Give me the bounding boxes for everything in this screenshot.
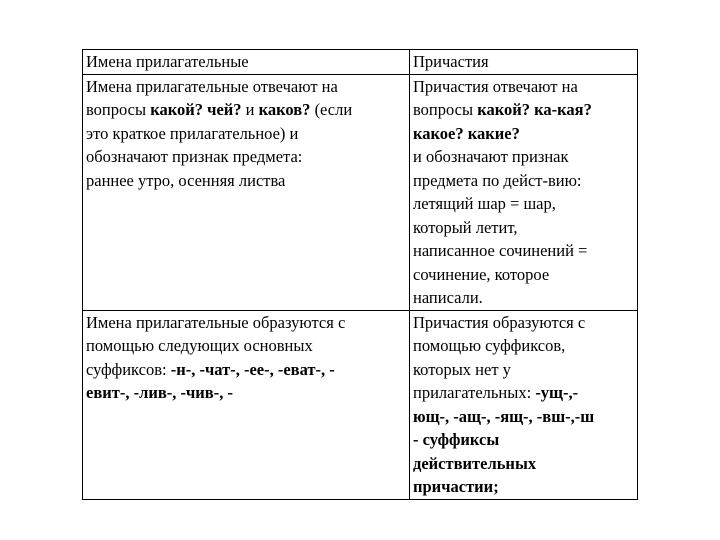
text-run: Причастия отвечают на	[413, 76, 578, 96]
bold-text: действительных	[413, 453, 537, 473]
bold-text: какой? ка-кая?	[477, 100, 592, 119]
text-line	[413, 216, 635, 240]
text-line	[86, 358, 407, 382]
text-run: вопросы	[413, 100, 478, 119]
bold-text: причастии;	[413, 477, 499, 496]
text-run: которых нет у	[413, 359, 511, 379]
text-line	[413, 286, 635, 310]
cell-participles-questions	[410, 74, 638, 310]
text-line	[413, 475, 635, 499]
text-run: вопросы	[86, 100, 151, 119]
cell-participles-suffixes	[410, 310, 638, 499]
text-line	[413, 381, 635, 405]
text-line	[413, 358, 635, 382]
table-row-suffixes	[83, 310, 638, 499]
text-run: помощью следующих основных	[86, 336, 313, 355]
text-run: Имена прилагательные образуются с	[86, 312, 346, 332]
cell-adjectives-suffixes	[83, 310, 410, 499]
bold-text: каков?	[258, 100, 311, 119]
text-line	[413, 75, 635, 99]
text-line	[413, 98, 635, 122]
text-line	[413, 192, 635, 216]
bold-text: какой? чей?	[150, 100, 242, 119]
bold-text: ющ-, -ащ-, -ящ-, -вш-,-ш	[413, 406, 595, 426]
text-run: предмета по дейст-вию:	[413, 170, 582, 190]
text-run: суффиксов:	[86, 359, 171, 379]
cell-adjectives-questions	[83, 74, 410, 310]
text-line	[413, 145, 635, 169]
text-run: раннее утро, осенняя листва	[86, 170, 286, 190]
text-line	[86, 169, 407, 193]
text-line	[413, 311, 635, 335]
bold-text: какое? какие?	[413, 123, 520, 143]
text-line	[86, 75, 407, 99]
text-line	[86, 145, 407, 169]
text-run: Имена прилагательные отвечают на	[86, 76, 338, 96]
text-run: сочинение, которое	[413, 264, 550, 284]
text-run: и обозначают признак	[413, 147, 569, 166]
header-adjectives: Имена прилагательные	[83, 50, 410, 75]
text-run: это краткое прилагательное) и	[86, 123, 299, 143]
text-line	[86, 334, 407, 358]
text-line	[86, 122, 407, 146]
text-run: летящий шар = шар,	[413, 194, 556, 213]
text-line	[413, 263, 635, 287]
comparison-table	[82, 49, 638, 500]
text-run: (если	[310, 100, 353, 119]
text-line	[413, 428, 635, 452]
bold-text: - суффиксы	[413, 430, 500, 449]
text-line	[413, 122, 635, 146]
bold-text: евит-, -лив-, -чив-, -	[86, 383, 233, 402]
text-run: помощью суффиксов,	[413, 336, 566, 355]
text-run: обозначают признак предмета:	[86, 147, 303, 166]
text-run: Причастия образуются с	[413, 312, 586, 332]
text-line	[413, 334, 635, 358]
text-line	[413, 239, 635, 263]
text-line	[86, 381, 407, 405]
text-line	[413, 169, 635, 193]
table-row-questions	[83, 74, 638, 310]
text-line	[413, 405, 635, 429]
text-run: который летит,	[413, 217, 518, 237]
text-line	[86, 98, 407, 122]
header-participles: Причастия	[410, 50, 638, 75]
text-line	[413, 452, 635, 476]
text-line	[86, 311, 407, 335]
bold-text: -ущ-,-	[535, 383, 579, 402]
text-run: написали.	[413, 288, 483, 307]
table-header-row	[83, 50, 638, 75]
text-run: и	[241, 100, 259, 119]
text-run: написанное сочинений =	[413, 241, 588, 260]
text-run: прилагательных:	[413, 383, 536, 402]
bold-text: -н-, -чат-, -ее-, -еват-, -	[170, 359, 335, 379]
